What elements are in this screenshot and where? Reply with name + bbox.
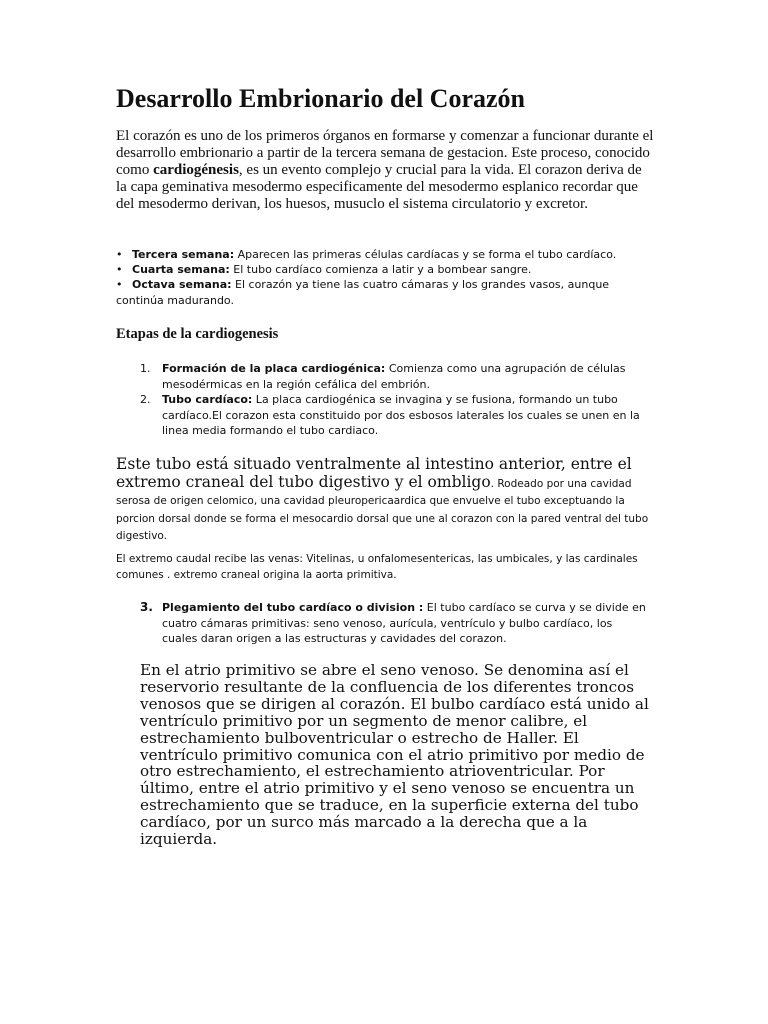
atrio-paragraph: En el atrio primitivo se abre el seno venoso. Se denomina así el reservorio resultante de la confluencia de los diferentes troncos venosos que se dirigen al corazón. El bulbo cardíaco está unido al ventrículo primitivo por un segmento de menor calibre, el estrechamiento bulboventricular o estrecho de Haller. El ventrículo primitivo comunica con el atrio primitivo por medio de otro estrechamiento, el estrechamiento atrioventricular. Por último, entre el atrio primitivo y el seno venoso se encuentra un estrechamiento que se traduce, en la superficie externa del tubo cardíaco, por un surco más marcado a la derecha que a la izquierda. (140, 661, 649, 849)
stage-item-2 (140, 392, 650, 439)
stage-item-3 (140, 600, 650, 647)
intro-bold-term: cardiogénesis (153, 162, 239, 179)
tube-paragraph (116, 456, 656, 545)
stage-label: Plegamiento del tubo cardíaco o division : (162, 601, 424, 614)
document-title: Desarrollo Embrionario del Corazón (116, 84, 525, 113)
bullet-text: El corazón ya tiene las cuatro cámaras y los grandes vasos, aunque continúa madurando. (116, 278, 610, 307)
bullet-item-cuarta (116, 262, 636, 277)
stage-3-list (140, 600, 650, 647)
caudal-paragraph: El extremo caudal recibe las venas: Vitelinas, u onfalomesentericas, las umbicales, y las cardinales comunes . extremo craneal origina la aorta primitiva. (116, 553, 638, 581)
stage-label: Tubo cardíaco: (162, 393, 253, 407)
bullet-label: Tercera semana: (132, 248, 235, 261)
section-heading: Etapas de la cardiogenesis (116, 326, 279, 342)
bullet-label: Cuarta semana: (132, 263, 230, 277)
stage-item-1 (140, 361, 650, 392)
intro-text-start: El corazón es uno de los primeros órganos en formarse y comenzar a funcionar durante el desarrollo embrionario a partir de la tercera semana de gestacion. Este proceso, conocido como (116, 128, 654, 179)
stage-number: 3. (140, 600, 153, 614)
bullet-label: Octava semana: (132, 278, 232, 292)
bullet-text: El tubo cardíaco comienza a latir y a bombear sangre. (229, 263, 532, 277)
tube-paragraph-large-text: Este tubo está situado ventralmente al intestino anterior, entre el extremo craneal del tubo digestivo y el ombligo (116, 455, 632, 491)
bullet-item-octava (116, 277, 636, 307)
stage-number: 2. (140, 393, 151, 407)
stage-text: El tubo cardíaco se curva y se divide en cuatro cámaras primitivas: seno venoso, aurícula, ventrículo y bulbo cardíaco, los cuales daran origen a las estructuras y cavidades del corazon. (162, 601, 646, 646)
stage-number: 1. (140, 362, 151, 375)
stage-text: La placa cardiogénica se invagina y se fusiona, formando un tubo cardíaco.El corazon esta constituido por dos esbosos laterales los cuales se unen en la linea media formando el tubo cardiaco. (162, 393, 640, 438)
weeks-bullet-list (116, 247, 636, 308)
bullet-icon: • (116, 248, 123, 261)
bullet-icon: • (116, 263, 123, 277)
bullet-item-tercera (116, 247, 636, 262)
bullet-icon: • (116, 278, 123, 292)
intro-paragraph (116, 128, 656, 213)
stages-list (140, 361, 650, 439)
intro-text-end: , es un evento complejo y crucial para la vida. El corazon deriva de la capa geminativa mesodermo especificamente del mesodermo esplanico recordar que del mesodermo derivan, los huesos, musuclo el sistema circulatorio y excretor. (116, 162, 642, 213)
stage-text: Comienza como una agrupación de células mesodérmicas en la región cefálica del embrión. (162, 362, 626, 391)
tube-paragraph-small-text: . Rodeado por una cavidad serosa de origen celomico, una cavidad pleuropericaardica que envuelve el tubo exceptuando la porcion dorsal donde se forma el mesocardio dorsal que une al corazon con la pared ventral del tubo digestivo. (116, 477, 649, 543)
stage-label: Formación de la placa cardiogénica: (162, 362, 386, 375)
bullet-text: Aparecen las primeras células cardíacas y se forma el tubo cardíaco. (234, 248, 617, 261)
